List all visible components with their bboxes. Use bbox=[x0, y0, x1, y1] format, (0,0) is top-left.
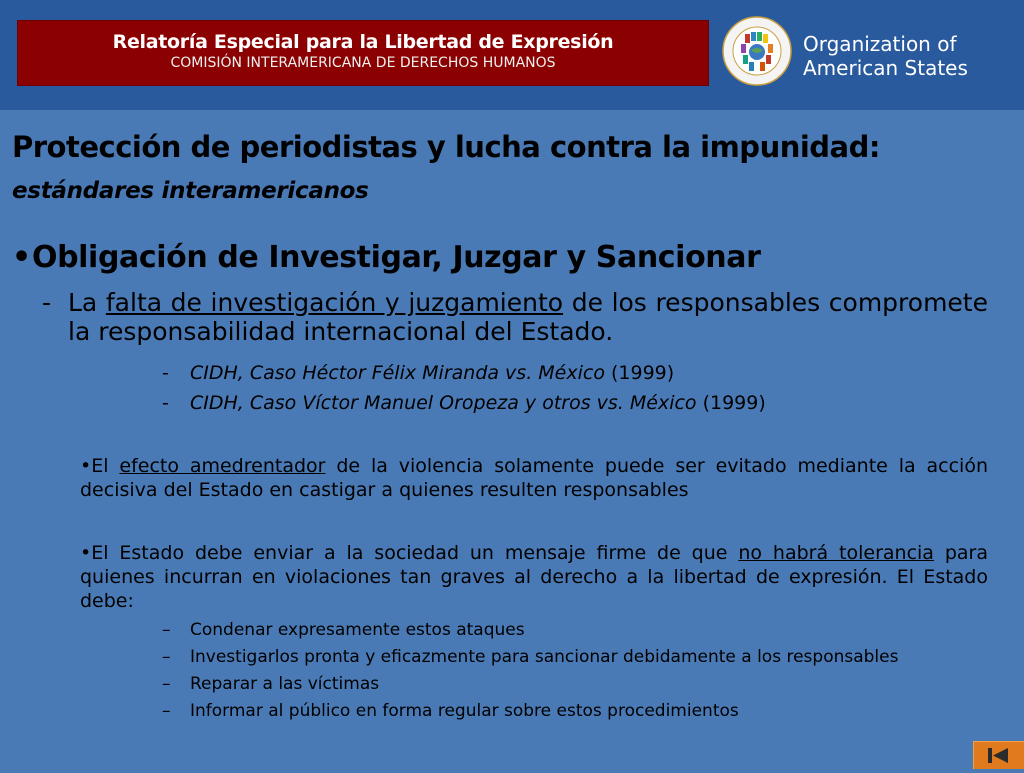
investigation-paragraph bbox=[42, 288, 988, 346]
slide-title: Protección de periodistas y lucha contra la impunidad: bbox=[12, 130, 880, 164]
banner-title: Relatoría Especial para la Libertad de Expresión bbox=[112, 31, 614, 53]
citation-1-case: CIDH, Caso Héctor Félix Miranda vs. México bbox=[190, 362, 605, 384]
underlined-phrase: no habrá tolerancia bbox=[738, 542, 934, 564]
citation-1: - CIDH, Caso Héctor Félix Miranda vs. México (1999) bbox=[162, 362, 675, 384]
citation-2: - CIDH, Caso Víctor Manuel Oropeza y otros vs. México (1999) bbox=[162, 392, 766, 414]
citation-1-year: (1999) bbox=[604, 362, 675, 384]
dash-marker: - bbox=[42, 288, 52, 317]
tolerance-paragraph: •El Estado debe enviar a la sociedad un mensaje firme de que no habrá tolerancia para quienes incurran en violaciones tan graves al derecho a la libertad de expresión. El Estado debe: bbox=[80, 542, 988, 612]
citation-2-year: (1999) bbox=[696, 392, 766, 414]
list-item: – Informar al público en forma regular sobre estos procedimientos bbox=[162, 701, 739, 721]
underlined-phrase: efecto amedrentador bbox=[119, 455, 326, 477]
skip-to-start-icon bbox=[974, 742, 1024, 769]
rapporteur-banner bbox=[17, 20, 709, 86]
deterrence-paragraph: •El efecto amedrentador de la violencia solamente puede ser evitado mediante la acción decisiva del Estado en castigar a quienes resulten responsables bbox=[80, 455, 988, 501]
main-heading bbox=[12, 240, 1012, 275]
oas-seal-icon bbox=[722, 16, 792, 86]
header-bar bbox=[0, 0, 1024, 110]
citation-2-case: CIDH, Caso Víctor Manuel Oropeza y otros vs. México bbox=[190, 392, 697, 414]
oas-wordmark-line2: American States bbox=[803, 56, 968, 80]
first-slide-button[interactable] bbox=[973, 741, 1024, 769]
list-item: – Reparar a las víctimas bbox=[162, 674, 380, 694]
main-heading-text: Obligación de Investigar, Juzgar y Sancionar bbox=[32, 240, 761, 275]
banner-subtitle: COMISIÓN INTERAMERICANA DE DERECHOS HUMANOS bbox=[170, 55, 556, 71]
list-item: – Condenar expresamente estos ataques bbox=[162, 620, 525, 640]
investigation-text: La falta de investigación y juzgamiento de los responsables compromete la responsabilidad internacional del Estado. bbox=[68, 288, 988, 346]
oas-wordmark-line1: Organization of bbox=[803, 32, 957, 56]
slide-subtitle: estándares interamericanos bbox=[12, 178, 369, 204]
underlined-phrase: falta de investigación y juzgamiento bbox=[105, 288, 564, 317]
list-item: – Investigarlos pronta y eficazmente para sancionar debidamente a los responsables bbox=[162, 647, 899, 667]
bullet-marker: • bbox=[12, 240, 31, 275]
oas-wordmark bbox=[803, 32, 968, 80]
